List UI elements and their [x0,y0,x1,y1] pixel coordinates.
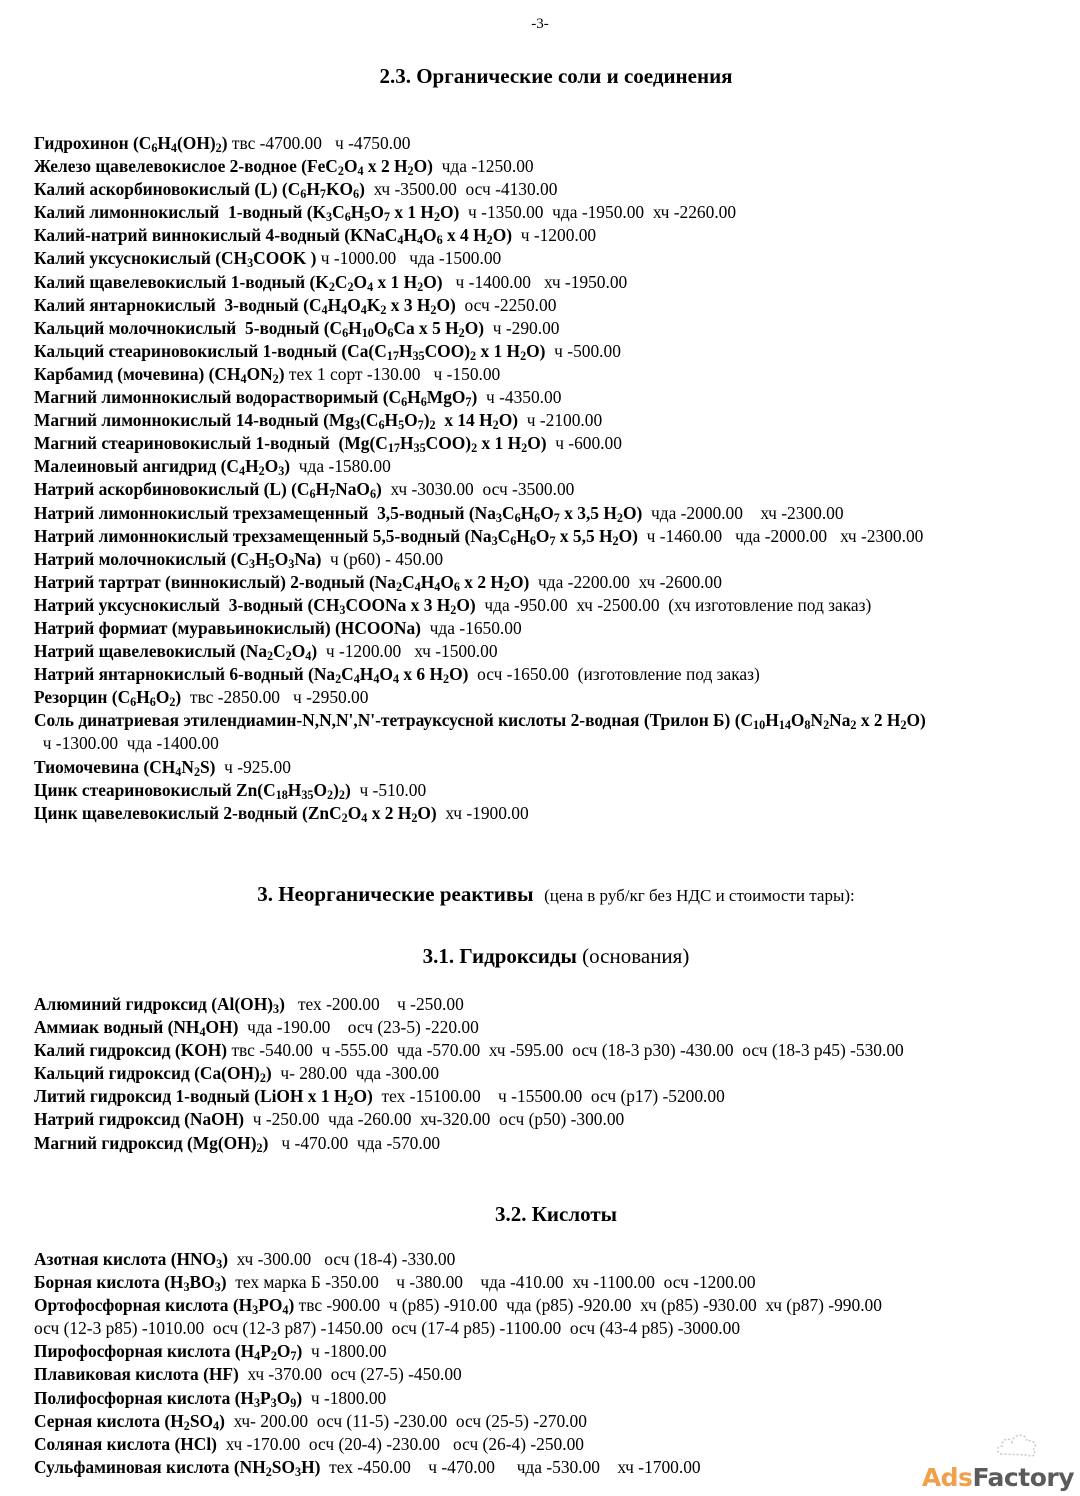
reagent-prices: ч -1800.00 [302,1387,387,1408]
reagent-line [34,663,926,686]
reagent-name: Натрий тартрат (виннокислый) 2-водный ($Na_2C_4H_4O_6$ x 2 $H_2O$) [34,571,530,594]
reagent-name: Соль динатриевая этилендиамин-N,N,N',N'-тетрауксусной кислоты 2-водная (Трилон Б) ($C_{10}H_{14}O_8N_2Na_2$ x 2 $H_2O$) [34,710,926,733]
reagent-line [34,1085,904,1108]
reagent-prices: ч -1400.00 хч -1950.00 [442,271,628,292]
section-title-3-1-note: (основания) [582,944,690,968]
reagent-prices: твс -900.00 ч (р85) -910.00 чда (р85) -920.00 хч (р85) -930.00 хч (р87) -990.00 [294,1295,882,1316]
reagent-prices: ч -500.00 [545,340,621,361]
reagent-line [34,732,926,755]
reagent-prices: хч- 200.00 осч (11-5) -230.00 осч (25-5) -270.00 [224,1410,587,1431]
reagent-line [34,178,926,201]
reagent-line [34,571,926,594]
reagent-name: Ортофосфорная кислота $(H_3PO_4)$ [34,1295,295,1318]
reagent-line [34,409,926,432]
reagent-line [34,1016,904,1039]
reagent-name: Натрий щавелевокислый $(Na_2C_2O_4)$ [34,641,318,664]
reagent-name: Натрий уксуснокислый 3-водный ($CH_3COONa$ x 3 $H_2O$) [34,594,476,617]
reagent-line [34,1340,882,1363]
reagent-line [34,640,926,663]
reagent-prices: хч -170.00 осч (20-4) -230.00 осч (26-4) -250.00 [216,1433,584,1454]
reagent-prices: ч -470.00 чда -570.00 [268,1132,441,1153]
reagent-line [34,432,926,455]
reagent-name: Натрий лимоннокислый трехзамещенный 5,5-водный ($Na_3C_6H_6O_7$ x 5,5 $H_2O$) [34,525,638,548]
reagent-line [34,340,926,363]
reagent-prices: ч -250.00 чда -260.00 хч-320.00 осч (р50) -300.00 [244,1109,625,1130]
reagent-prices: чда -2000.00 хч -2300.00 [642,502,844,523]
reagent-line [34,1317,882,1340]
reagent-line [34,686,926,709]
reagent-line [34,1108,904,1131]
reagent-name: Магний стеариновокислый 1-водный ($Mg(C_{17}H_{35}COO)_2$ x 1 $H_2O$) [34,433,547,456]
reagent-name: Аммиак водный $(NH_4OH)$ [34,1017,239,1040]
watermark-text: AdsFactory [921,1463,1074,1492]
reagent-name: Кальций гидроксид $(Ca(OH)_2)$ [34,1063,272,1086]
reagent-name: Железо щавелевокислое 2-водное ($FeC_2O_4$ x 2 $H_2O$) [34,156,433,179]
reagent-name: Натрий янтарнокислый 6-водный ($Na_2C_4H_4O_4$ x 6 $H_2O$) [34,664,469,687]
organic-salts-list [34,132,926,825]
section-title-2-3: 2.3. Органические соли и соединения [379,64,733,88]
reagent-prices: тех -15100.00 ч -15500.00 осч (р17) -5200.00 [372,1086,725,1107]
section-title-3-2: 3.2. Кислоты [494,1202,618,1226]
reagent-name: Натрий молочнокислый $(C_3H_5O_3Na)$ [34,548,322,571]
reagent-line [34,617,926,640]
reagent-name: Калий-натрий виннокислый 4-водный ($KNaC_4H_4O_6$ x 4 $H_2O$) [34,225,513,248]
reagent-prices: тех марка Б -350.00 ч -380.00 чда -410.00 хч -1100.00 осч -1200.00 [226,1272,756,1293]
reagent-name: Алюминий гидроксид $(Al(OH)_3)$ [34,994,285,1017]
reagent-line [34,1433,882,1456]
reagent-name: Резорцин $(C_6H_6O_2)$ [34,687,182,710]
reagent-prices: тех -200.00 ч -250.00 [284,994,464,1014]
reagent-name: Натрий лимоннокислый трехзамещенный 3,5-водный ($Na_3C_6H_6O_7$ x 3,5 $H_2O$) [34,502,643,525]
reagent-line [34,1456,882,1479]
reagent-name: Калий лимоннокислый 1-водный ($K_3C_6H_5O_7$ x 1 $H_2O$) [34,202,460,225]
reagent-line [34,548,926,571]
reagent-line [34,478,926,501]
reagent-line [34,1248,882,1271]
reagent-prices: ч -1300.00 чда -1400.00 [34,733,219,754]
reagent-name: Калий аскорбиновокислый (L) $(C_6H_7KO_6)$ [34,179,365,202]
reagent-prices: ч -1200.00 [512,225,597,246]
reagent-line [34,224,926,247]
section-title-3-1 [0,944,1080,969]
section-title-3-1-text: 3.1. Гидроксиды [422,944,577,968]
reagent-prices: осч -1650.00 (изготовление под заказ) [468,664,760,685]
reagent-line [34,709,926,732]
reagent-prices: чда -950.00 хч -2500.00 (хч изготовление под заказ) [475,594,872,615]
section-title-3-text: 3. Неорганические реактивы [257,882,534,906]
reagent-name: Натрий аскорбиновокислый (L) $(C_6H_7NaO_6)$ [34,479,382,502]
reagent-name: Азотная кислота $(HNO_3)$ [34,1249,228,1272]
reagent-prices: ч -1000.00 чда -1500.00 [316,248,502,269]
reagent-prices: ч -1350.00 чда -1950.00 хч -2260.00 [459,202,737,223]
reagent-line [34,1294,882,1317]
reagent-prices: ч -600.00 [546,433,622,454]
reagent-name: Сульфаминовая кислота $(NH_2SO_3H)$ [34,1456,321,1479]
page-number: -3- [531,16,549,32]
reagent-name: Натрий формиат (муравьинокислый) (HCOONa) [34,617,421,638]
reagent-name: Калий щавелевокислый 1-водный ($K_2C_2O_4$ x 1 $H_2O$) [34,271,443,294]
reagent-prices: чда -2200.00 хч -2600.00 [529,571,722,592]
reagent-prices: твс -540.00 ч -555.00 чда -570.00 хч -595.00 осч (18-3 р30) -430.00 осч (18-3 р45) -530.00 [227,1040,904,1061]
reagent-line [34,1271,882,1294]
reagent-line [34,271,926,294]
reagent-line [34,294,926,317]
reagent-line [34,502,926,525]
reagent-line [34,317,926,340]
reagent-line [34,455,926,478]
reagent-prices: твс -4700.00 ч -4750.00 [227,133,411,153]
reagent-line [34,779,926,802]
reagent-prices: ч- 280.00 чда -300.00 [271,1063,440,1084]
reagent-line [34,802,926,825]
price-note: (цена в руб/кг без НДС и стоимости тары): [544,886,855,905]
reagent-name: Калий янтарнокислый 3-водный ($C_4H_4O_4K_2$ x 3 $H_2O$) [34,294,456,317]
reagent-name: Калий уксуснокислый ($CH_3COOK$ ) [34,248,317,271]
reagent-name: Магний лимоннокислый 14-водный ($Mg_3(C_6H_5O_7)_2$ x 14 $H_2O$) [34,410,519,433]
reagent-line [34,525,926,548]
reagent-line [34,1410,882,1433]
reagent-prices: ч -510.00 [350,779,427,800]
reagent-line [34,1039,904,1062]
reagent-prices: ч -2100.00 [518,410,603,431]
reagent-line [34,201,926,224]
reagent-name: Тиомочевина $(CH_4N_2S)$ [34,756,216,779]
reagent-line [34,756,926,779]
reagent-prices: хч -3030.00 осч -3500.00 [381,479,575,500]
reagent-name: Натрий гидроксид (NaOH) [34,1109,245,1130]
reagent-name: Цинк стеариновокислый $Zn(C_{18}H_{35}O_2)_2$) [34,779,351,802]
reagent-name: Соляная кислота (HCl) [34,1433,217,1454]
reagent-line [34,132,926,155]
reagent-prices: хч -1900.00 [436,802,529,823]
reagent-prices: ч -290.00 [484,317,560,338]
reagent-line [34,993,904,1016]
reagent-prices: чда -190.00 осч (23-5) -220.00 [238,1017,479,1038]
reagent-prices: ч -925.00 [215,756,291,777]
reagent-prices: ч -4350.00 [477,387,562,408]
acids-list [34,1248,882,1479]
hydroxides-list [34,993,904,1155]
section-title-3 [0,882,1080,907]
reagent-line [34,1132,904,1155]
reagent-prices: чда -1250.00 [432,156,534,177]
reagent-prices: ч (р60) - 450.00 [321,548,444,569]
reagent-prices: ч -1800.00 [302,1341,387,1362]
reagent-name: Магний гидроксид $(Mg(OH)_2)$ [34,1132,269,1155]
reagent-name: Магний лимоннокислый водорастворимый $(C_6H_6MgO_7)$ [34,387,478,410]
reagent-prices: осч (12-3 р85) -1010.00 осч (12-3 р87) -1450.00 осч (17-4 р85) -1100.00 осч (43-4 р85) -3000.00 [34,1318,741,1339]
reagent-line [34,1062,904,1085]
cloud-icon [994,1428,1040,1458]
reagent-name: Карбамид (мочевина) $(CH_4ON_2)$ [34,363,285,386]
reagent-prices: осч -2250.00 [455,294,557,315]
reagent-prices: хч -370.00 осч (27-5) -450.00 [238,1364,462,1385]
reagent-name: Калий гидроксид (KOH) [34,1040,228,1061]
reagent-line [34,363,926,386]
reagent-name: Гидрохинон $(C_6H_4(OH)_2)$ [34,133,228,156]
reagent-name: Цинк щавелевокислый 2-водный ($ZnC_2O_4$ x 2 $H_2O$) [34,802,437,825]
reagent-line [34,386,926,409]
reagent-name: Литий гидроксид 1-водный (LiOH x 1 $H_2O$) [34,1086,373,1109]
reagent-name: Кальций молочнокислый 5-водный ($C_6H_{10}O_6Ca$ x 5 $H_2O$) [34,317,485,340]
adsfactory-watermark [921,1428,1074,1492]
reagent-name: Серная кислота $(H_2SO_4)$ [34,1410,225,1433]
reagent-name: Плавиковая кислота (HF) [34,1364,239,1385]
reagent-line [34,594,926,617]
reagent-name: Кальций стеариновокислый 1-водный ($Ca(C_{17}H_{35}COO)_2$ x 1 $H_2O$) [34,340,546,363]
reagent-prices: ч -1200.00 хч -1500.00 [317,641,498,662]
reagent-prices: чда -1650.00 [420,617,522,638]
reagent-line [34,155,926,178]
reagent-line [34,247,926,270]
reagent-line [34,1363,882,1386]
reagent-prices: хч -3500.00 осч -4130.00 [364,179,558,200]
reagent-prices: ч -1460.00 чда -2000.00 хч -2300.00 [637,525,924,546]
reagent-name: Полифосфорная кислота $(H_3P_3O_9)$ [34,1387,303,1410]
reagent-name: Борная кислота $(H_3BO_3)$ [34,1272,227,1295]
reagent-prices: чда -1580.00 [290,456,391,477]
reagent-prices: твс -2850.00 ч -2950.00 [181,687,369,708]
reagent-name: Малеиновый ангидрид $(C_4H_2O_3)$ [34,456,291,479]
reagent-prices: тех 1 сорт -130.00 ч -150.00 [284,363,501,384]
reagent-line [34,1387,882,1410]
reagent-prices: тех -450.00 ч -470.00 чда -530.00 хч -1700.00 [320,1456,701,1477]
reagent-name: Пирофосфорная кислота $(H_4P_2O_7)$ [34,1341,303,1364]
reagent-prices: хч -300.00 осч (18-4) -330.00 [227,1249,456,1269]
